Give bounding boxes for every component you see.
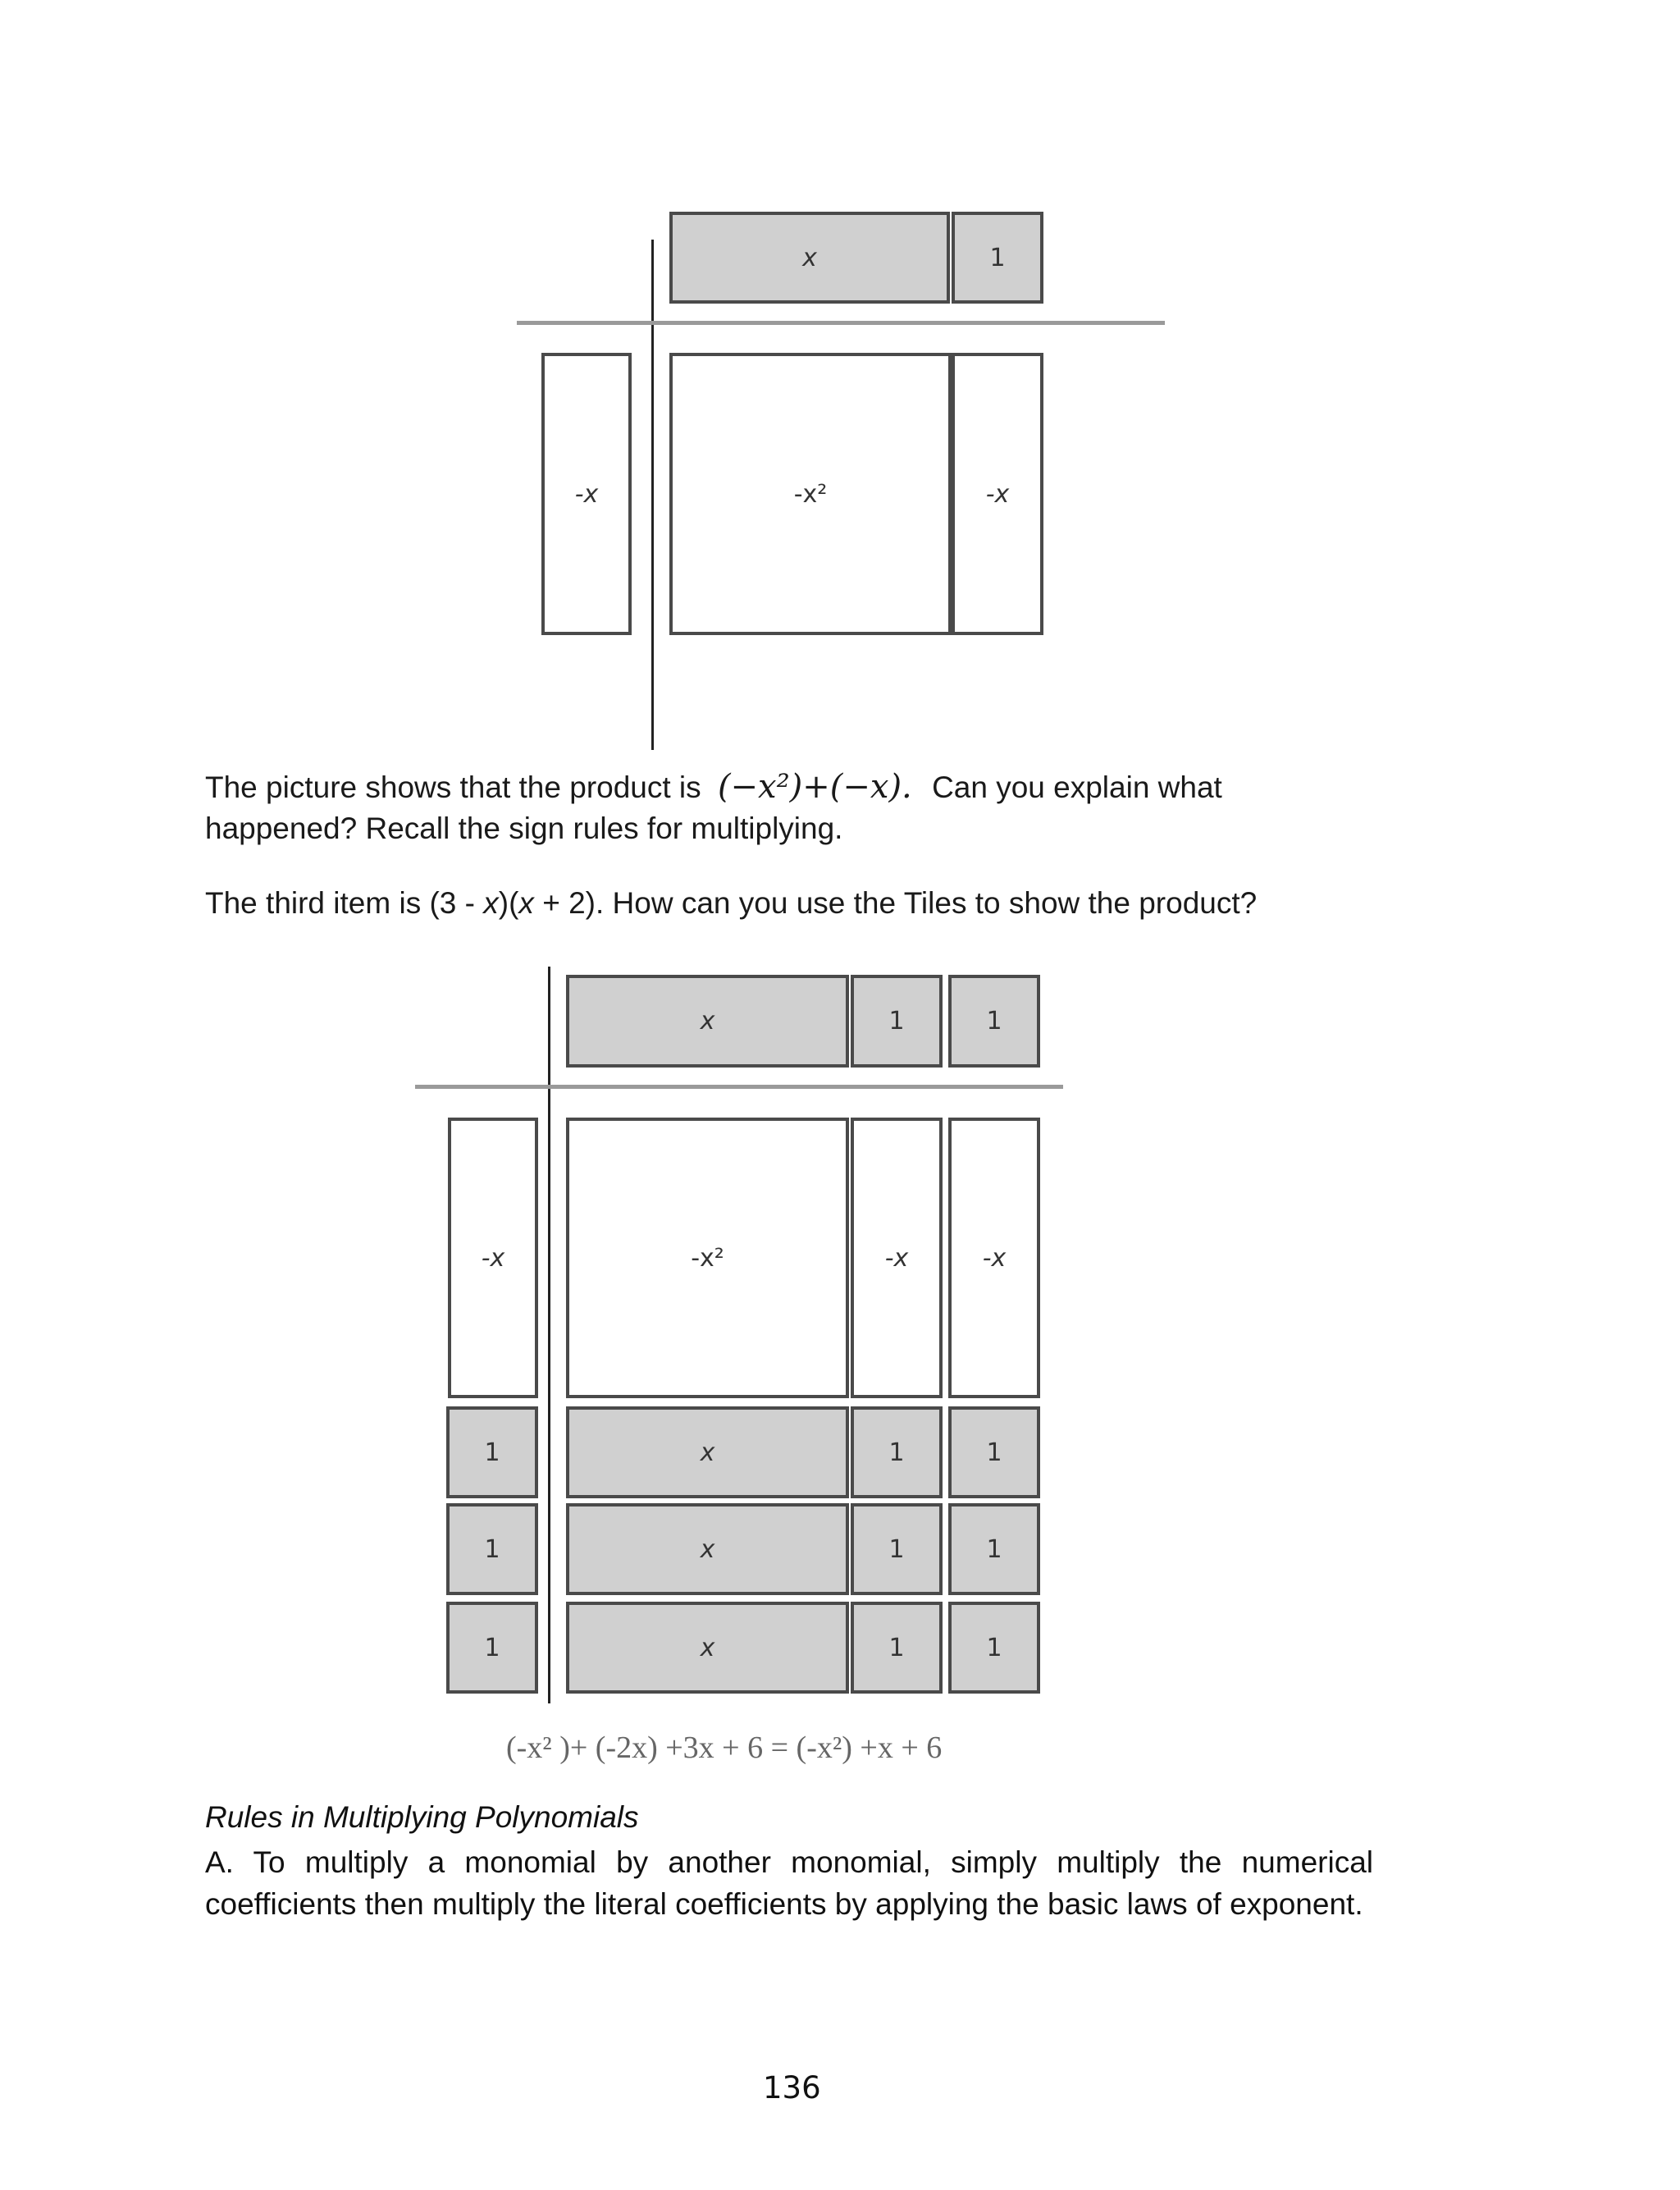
fig2-left-tile-neg-x: -x — [448, 1118, 538, 1398]
fig2-tile-1-row1a: 1 — [851, 1406, 943, 1498]
fig2-tile-1-row2b: 1 — [948, 1503, 1040, 1595]
fig2-tile-1-row1b: 1 — [948, 1406, 1040, 1498]
figure-2-horizontal-axis — [415, 1085, 1063, 1089]
fig1-top-tile-1: 1 — [952, 212, 1043, 304]
para1-expression: (−x²)+(−x). — [717, 768, 912, 806]
fig2-top-tile-x: x — [566, 975, 849, 1068]
figure-2-vertical-axis — [548, 967, 550, 1703]
paragraph-third-item: The third item is (3 - x)(x + 2). How can you use the Tiles to show the product? — [205, 886, 1258, 920]
fig2-top-tile-1b: 1 — [948, 975, 1040, 1068]
fig2-tile-1-row3b: 1 — [948, 1602, 1040, 1694]
fig2-tile-neg-x-a: -x — [851, 1118, 943, 1398]
rule-a-text: A. To multiply a monomial by another monomial, simply multiply the numerical coefficients then multiply the literal coefficients by applying the basic laws of exponent. — [205, 1845, 1373, 1921]
fig2-tile-neg-x-squared: -x² — [566, 1118, 849, 1398]
fig2-tile-neg-x-b: -x — [948, 1118, 1040, 1398]
fig2-tile-1-row2a: 1 — [851, 1503, 943, 1595]
para1-text-after: Can you explain what — [932, 770, 1222, 804]
fig2-top-tile-1a: 1 — [851, 975, 943, 1068]
fig2-tile-x-row1: x — [566, 1406, 849, 1498]
para1-line2: happened? Recall the sign rules for multiplying. — [205, 812, 843, 845]
page-number: 136 — [763, 2070, 821, 2105]
fig2-tile-1-row3a: 1 — [851, 1602, 943, 1694]
figure-1-vertical-axis — [651, 240, 654, 750]
fig1-left-tile-neg-x: -x — [541, 353, 632, 635]
fig2-tile-x-row3: x — [566, 1602, 849, 1694]
fig1-tile-neg-x: -x — [952, 353, 1043, 635]
figure-2-equation: (-x² )+ (-2x) +3x + 6 = (-x²) +x + 6 — [506, 1731, 943, 1765]
fig2-tile-x-row2: x — [566, 1503, 849, 1595]
paragraph-product-explanation — [205, 766, 1222, 849]
rules-heading: Rules in Multiplying Polynomials — [205, 1800, 639, 1834]
fig2-left-tile-1b: 1 — [446, 1503, 538, 1595]
fig2-left-tile-1c: 1 — [446, 1602, 538, 1694]
para1-text-before: The picture shows that the product is — [205, 770, 701, 804]
fig1-tile-neg-x-squared: -x² — [669, 353, 952, 635]
fig1-top-tile-x: x — [669, 212, 950, 304]
fig2-left-tile-1a: 1 — [446, 1406, 538, 1498]
figure-1-horizontal-axis — [517, 321, 1165, 325]
